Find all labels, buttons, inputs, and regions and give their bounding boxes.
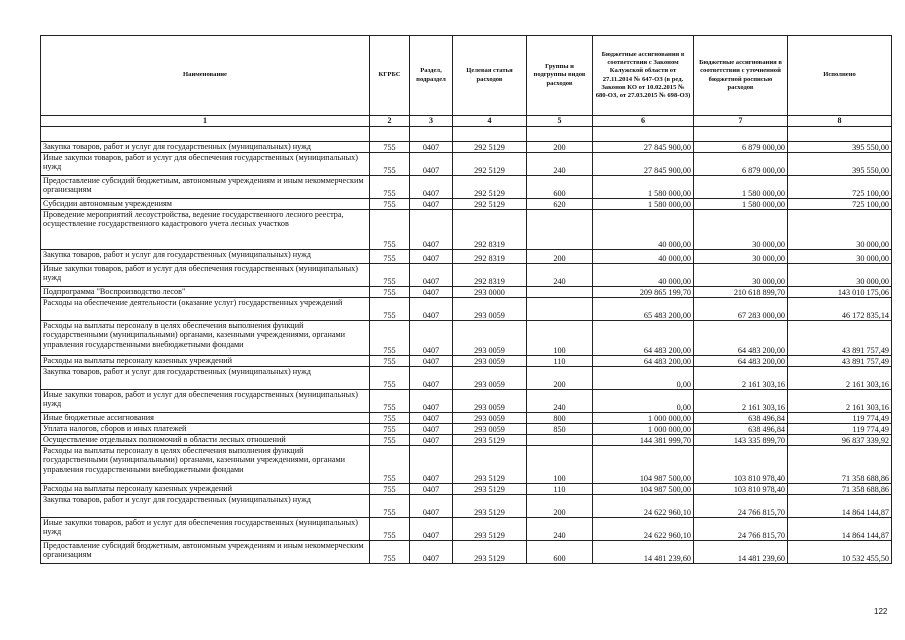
cell-refined: 14 481 239,60 <box>694 541 788 564</box>
table-row <box>41 518 892 541</box>
cell-kgrbs: 755 <box>370 446 410 484</box>
header-row <box>41 36 892 116</box>
cell-target: 292 8319 <box>453 264 527 287</box>
cell-kgrbs: 755 <box>370 250 410 264</box>
spacer-row <box>41 127 892 142</box>
cell-executed: 143 010 175,06 <box>788 287 892 298</box>
cell-law: 1 580 000,00 <box>593 176 694 199</box>
table-row <box>41 435 892 446</box>
cell-kgrbs: 755 <box>370 424 410 435</box>
cell-kgrbs: 755 <box>370 484 410 495</box>
table-row <box>41 413 892 424</box>
cell-name: Расходы на выплаты персоналу в целях обеспечения выполнения функций государственными (муниципальными) органами, казенными учреждениями, органами управления государственными внебюджетными фондами <box>41 321 370 356</box>
cell-refined: 638 496,84 <box>694 424 788 435</box>
cell-law: 0,00 <box>593 390 694 413</box>
cell-target: 293 5129 <box>453 518 527 541</box>
table-row <box>41 390 892 413</box>
cell-refined: 64 483 200,00 <box>694 321 788 356</box>
budget-table <box>40 35 892 564</box>
cell-group <box>527 210 593 250</box>
cell-group: 200 <box>527 495 593 518</box>
cell-kgrbs: 755 <box>370 413 410 424</box>
cell-target: 293 5129 <box>453 435 527 446</box>
column-number: 2 <box>370 116 410 127</box>
cell-executed: 71 358 688,86 <box>788 446 892 484</box>
column-number: 4 <box>453 116 527 127</box>
cell-law: 24 622 960,10 <box>593 495 694 518</box>
column-number: 1 <box>41 116 370 127</box>
cell-executed: 71 358 688,86 <box>788 484 892 495</box>
cell-target: 292 5129 <box>453 176 527 199</box>
cell-group: 240 <box>527 153 593 176</box>
cell-target: 293 0059 <box>453 367 527 390</box>
cell-refined: 143 335 899,70 <box>694 435 788 446</box>
cell-name: Закупка товаров, работ и услуг для государственных (муниципальных) нужд <box>41 142 370 153</box>
cell-refined: 6 879 000,00 <box>694 142 788 153</box>
cell-law: 1 000 000,00 <box>593 413 694 424</box>
cell-target: 293 0000 <box>453 287 527 298</box>
cell-executed: 10 532 455,50 <box>788 541 892 564</box>
table-row <box>41 356 892 367</box>
cell-law: 144 381 999,70 <box>593 435 694 446</box>
cell-kgrbs: 755 <box>370 199 410 210</box>
column-number: 7 <box>694 116 788 127</box>
table-row <box>41 210 892 250</box>
cell-section: 0407 <box>410 435 453 446</box>
cell-refined: 210 618 899,70 <box>694 287 788 298</box>
cell-kgrbs: 755 <box>370 367 410 390</box>
column-number-row <box>41 116 892 127</box>
cell-law: 24 622 960,10 <box>593 518 694 541</box>
cell-group: 240 <box>527 518 593 541</box>
cell-group: 240 <box>527 390 593 413</box>
header-kgrbs: КГРБС <box>370 36 410 116</box>
cell-name: Иные закупки товаров, работ и услуг для обеспечения государственных (муниципальных) нужд <box>41 153 370 176</box>
cell-target: 293 5129 <box>453 484 527 495</box>
cell-name: Закупка товаров, работ и услуг для государственных (муниципальных) нужд <box>41 367 370 390</box>
cell-target: 293 0059 <box>453 424 527 435</box>
cell-section: 0407 <box>410 287 453 298</box>
table-row <box>41 484 892 495</box>
cell-group: 600 <box>527 176 593 199</box>
cell-refined: 2 161 303,16 <box>694 390 788 413</box>
cell-target: 292 5129 <box>453 142 527 153</box>
table-row <box>41 264 892 287</box>
cell-name: Уплата налогов, сборов и иных платежей <box>41 424 370 435</box>
cell-target: 292 8319 <box>453 210 527 250</box>
cell-refined: 30 000,00 <box>694 250 788 264</box>
cell-executed: 119 774,49 <box>788 413 892 424</box>
table-row <box>41 446 892 484</box>
cell-target: 292 5129 <box>453 199 527 210</box>
cell-law: 14 481 239,60 <box>593 541 694 564</box>
header-executed: Исполнено <box>788 36 892 116</box>
cell-target: 293 0059 <box>453 321 527 356</box>
cell-group <box>527 435 593 446</box>
cell-law: 209 865 199,70 <box>593 287 694 298</box>
cell-law: 64 483 200,00 <box>593 356 694 367</box>
cell-name: Закупка товаров, работ и услуг для государственных (муниципальных) нужд <box>41 250 370 264</box>
cell-executed: 119 774,49 <box>788 424 892 435</box>
cell-section: 0407 <box>410 413 453 424</box>
cell-refined: 103 810 978,40 <box>694 446 788 484</box>
cell-target: 292 5129 <box>453 153 527 176</box>
cell-executed: 725 100,00 <box>788 199 892 210</box>
cell-target: 293 5129 <box>453 541 527 564</box>
cell-refined: 30 000,00 <box>694 210 788 250</box>
cell-law: 40 000,00 <box>593 210 694 250</box>
cell-refined: 30 000,00 <box>694 264 788 287</box>
cell-kgrbs: 755 <box>370 518 410 541</box>
cell-section: 0407 <box>410 367 453 390</box>
cell-group: 110 <box>527 484 593 495</box>
cell-name: Подпрограмма "Воспроизводство лесов" <box>41 287 370 298</box>
cell-group: 110 <box>527 356 593 367</box>
cell-law: 0,00 <box>593 367 694 390</box>
cell-section: 0407 <box>410 250 453 264</box>
cell-law: 27 845 900,00 <box>593 142 694 153</box>
table-row <box>41 367 892 390</box>
cell-section: 0407 <box>410 264 453 287</box>
cell-name: Предоставление субсидий бюджетным, автономным учреждениям и иным некоммерческим организациям <box>41 541 370 564</box>
cell-section: 0407 <box>410 142 453 153</box>
cell-section: 0407 <box>410 484 453 495</box>
cell-law: 1 580 000,00 <box>593 199 694 210</box>
cell-target: 293 0059 <box>453 298 527 321</box>
cell-law: 40 000,00 <box>593 264 694 287</box>
cell-law: 65 483 200,00 <box>593 298 694 321</box>
cell-group: 200 <box>527 142 593 153</box>
cell-group <box>527 287 593 298</box>
cell-group: 850 <box>527 424 593 435</box>
cell-executed: 96 837 339,92 <box>788 435 892 446</box>
table-row <box>41 176 892 199</box>
cell-law: 104 987 500,00 <box>593 484 694 495</box>
cell-section: 0407 <box>410 518 453 541</box>
table-row <box>41 298 892 321</box>
cell-section: 0407 <box>410 199 453 210</box>
cell-executed: 30 000,00 <box>788 210 892 250</box>
cell-section: 0407 <box>410 210 453 250</box>
header-target: Целевая статья расходов <box>453 36 527 116</box>
cell-executed: 395 550,00 <box>788 153 892 176</box>
cell-kgrbs: 755 <box>370 390 410 413</box>
cell-name: Расходы на выплаты персоналу в целях обеспечения выполнения функций государственными (муниципальными) органами, казенными учреждениями, органами управления государственными внебюджетными фондами <box>41 446 370 484</box>
cell-section: 0407 <box>410 541 453 564</box>
cell-kgrbs: 755 <box>370 298 410 321</box>
cell-group: 200 <box>527 250 593 264</box>
cell-executed: 725 100,00 <box>788 176 892 199</box>
cell-name: Предоставление субсидий бюджетным, автономным учреждениям и иным некоммерческим организациям <box>41 176 370 199</box>
cell-executed: 30 000,00 <box>788 250 892 264</box>
header-budget-law: Бюджетные ассигнования в соответствии с Законом Калужской области от 27.11.2014 № 647-ОЗ (в ред. Законов КО от 10.02.2015 № 680-ОЗ, от 27.03.2015 № 698-ОЗ) <box>593 36 694 116</box>
cell-section: 0407 <box>410 446 453 484</box>
cell-group: 800 <box>527 413 593 424</box>
cell-name: Осуществление отдельных полномочий в области лесных отношений <box>41 435 370 446</box>
cell-kgrbs: 755 <box>370 210 410 250</box>
cell-executed: 14 864 144,87 <box>788 495 892 518</box>
cell-group: 200 <box>527 367 593 390</box>
cell-refined: 64 483 200,00 <box>694 356 788 367</box>
table-row <box>41 142 892 153</box>
page-number: 122 <box>874 607 888 616</box>
cell-kgrbs: 755 <box>370 541 410 564</box>
cell-name: Иные закупки товаров, работ и услуг для обеспечения государственных (муниципальных) нужд <box>41 518 370 541</box>
cell-refined: 103 810 978,40 <box>694 484 788 495</box>
cell-kgrbs: 755 <box>370 356 410 367</box>
cell-executed: 46 172 835,14 <box>788 298 892 321</box>
cell-law: 27 845 900,00 <box>593 153 694 176</box>
column-number: 5 <box>527 116 593 127</box>
cell-kgrbs: 755 <box>370 287 410 298</box>
cell-name: Расходы на выплаты персоналу казенных учреждений <box>41 356 370 367</box>
cell-executed: 395 550,00 <box>788 142 892 153</box>
cell-target: 293 0059 <box>453 413 527 424</box>
cell-law: 64 483 200,00 <box>593 321 694 356</box>
cell-group <box>527 298 593 321</box>
header-section: Раздел, подраздел <box>410 36 453 116</box>
cell-section: 0407 <box>410 495 453 518</box>
cell-section: 0407 <box>410 321 453 356</box>
cell-target: 293 5129 <box>453 446 527 484</box>
cell-section: 0407 <box>410 298 453 321</box>
cell-section: 0407 <box>410 153 453 176</box>
table-row <box>41 541 892 564</box>
cell-executed: 43 891 757,49 <box>788 356 892 367</box>
cell-kgrbs: 755 <box>370 142 410 153</box>
cell-group: 100 <box>527 321 593 356</box>
cell-kgrbs: 755 <box>370 495 410 518</box>
cell-name: Проведение мероприятий лесоустройства, ведение государственного лесного реестра, осуществление государственного кадастрового учета лесных участков <box>41 210 370 250</box>
cell-kgrbs: 755 <box>370 264 410 287</box>
table-row <box>41 495 892 518</box>
column-number: 3 <box>410 116 453 127</box>
cell-name: Иные закупки товаров, работ и услуг для обеспечения государственных (муниципальных) нужд <box>41 390 370 413</box>
cell-refined: 24 766 815,70 <box>694 495 788 518</box>
cell-executed: 43 891 757,49 <box>788 321 892 356</box>
cell-refined: 1 580 000,00 <box>694 199 788 210</box>
cell-kgrbs: 755 <box>370 321 410 356</box>
cell-kgrbs: 755 <box>370 176 410 199</box>
cell-kgrbs: 755 <box>370 153 410 176</box>
table-row <box>41 199 892 210</box>
header-budget-refined: Бюджетные ассигнования в соответствии с уточненной бюджетной росписью расходов <box>694 36 788 116</box>
cell-target: 293 0059 <box>453 356 527 367</box>
cell-group: 600 <box>527 541 593 564</box>
cell-law: 104 987 500,00 <box>593 446 694 484</box>
cell-name: Иные бюджетные ассигнования <box>41 413 370 424</box>
cell-executed: 2 161 303,16 <box>788 390 892 413</box>
cell-target: 292 8319 <box>453 250 527 264</box>
table-row <box>41 287 892 298</box>
cell-refined: 638 496,84 <box>694 413 788 424</box>
cell-law: 1 000 000,00 <box>593 424 694 435</box>
cell-name: Субсидии автономным учреждениям <box>41 199 370 210</box>
cell-refined: 1 580 000,00 <box>694 176 788 199</box>
cell-group: 240 <box>527 264 593 287</box>
cell-target: 293 5129 <box>453 495 527 518</box>
header-name: Наименование <box>41 36 370 116</box>
header-group: Группы и подгруппы видов расходов <box>527 36 593 116</box>
column-number: 6 <box>593 116 694 127</box>
cell-name: Закупка товаров, работ и услуг для государственных (муниципальных) нужд <box>41 495 370 518</box>
cell-refined: 2 161 303,16 <box>694 367 788 390</box>
cell-section: 0407 <box>410 424 453 435</box>
cell-group: 620 <box>527 199 593 210</box>
table-row <box>41 321 892 356</box>
cell-executed: 30 000,00 <box>788 264 892 287</box>
cell-section: 0407 <box>410 176 453 199</box>
cell-executed: 14 864 144,87 <box>788 518 892 541</box>
table-row <box>41 153 892 176</box>
cell-executed: 2 161 303,16 <box>788 367 892 390</box>
cell-name: Иные закупки товаров, работ и услуг для обеспечения государственных (муниципальных) нужд <box>41 264 370 287</box>
cell-law: 40 000,00 <box>593 250 694 264</box>
cell-name: Расходы на выплаты персоналу казенных учреждений <box>41 484 370 495</box>
cell-section: 0407 <box>410 390 453 413</box>
cell-refined: 24 766 815,70 <box>694 518 788 541</box>
cell-target: 293 0059 <box>453 390 527 413</box>
cell-name: Расходы на обеспечение деятельности (оказание услуг) государственных учреждений <box>41 298 370 321</box>
cell-kgrbs: 755 <box>370 435 410 446</box>
cell-section: 0407 <box>410 356 453 367</box>
table-row <box>41 424 892 435</box>
table-body <box>41 127 892 564</box>
column-number: 8 <box>788 116 892 127</box>
cell-refined: 67 283 000,00 <box>694 298 788 321</box>
cell-refined: 6 879 000,00 <box>694 153 788 176</box>
cell-group: 100 <box>527 446 593 484</box>
table-row <box>41 250 892 264</box>
